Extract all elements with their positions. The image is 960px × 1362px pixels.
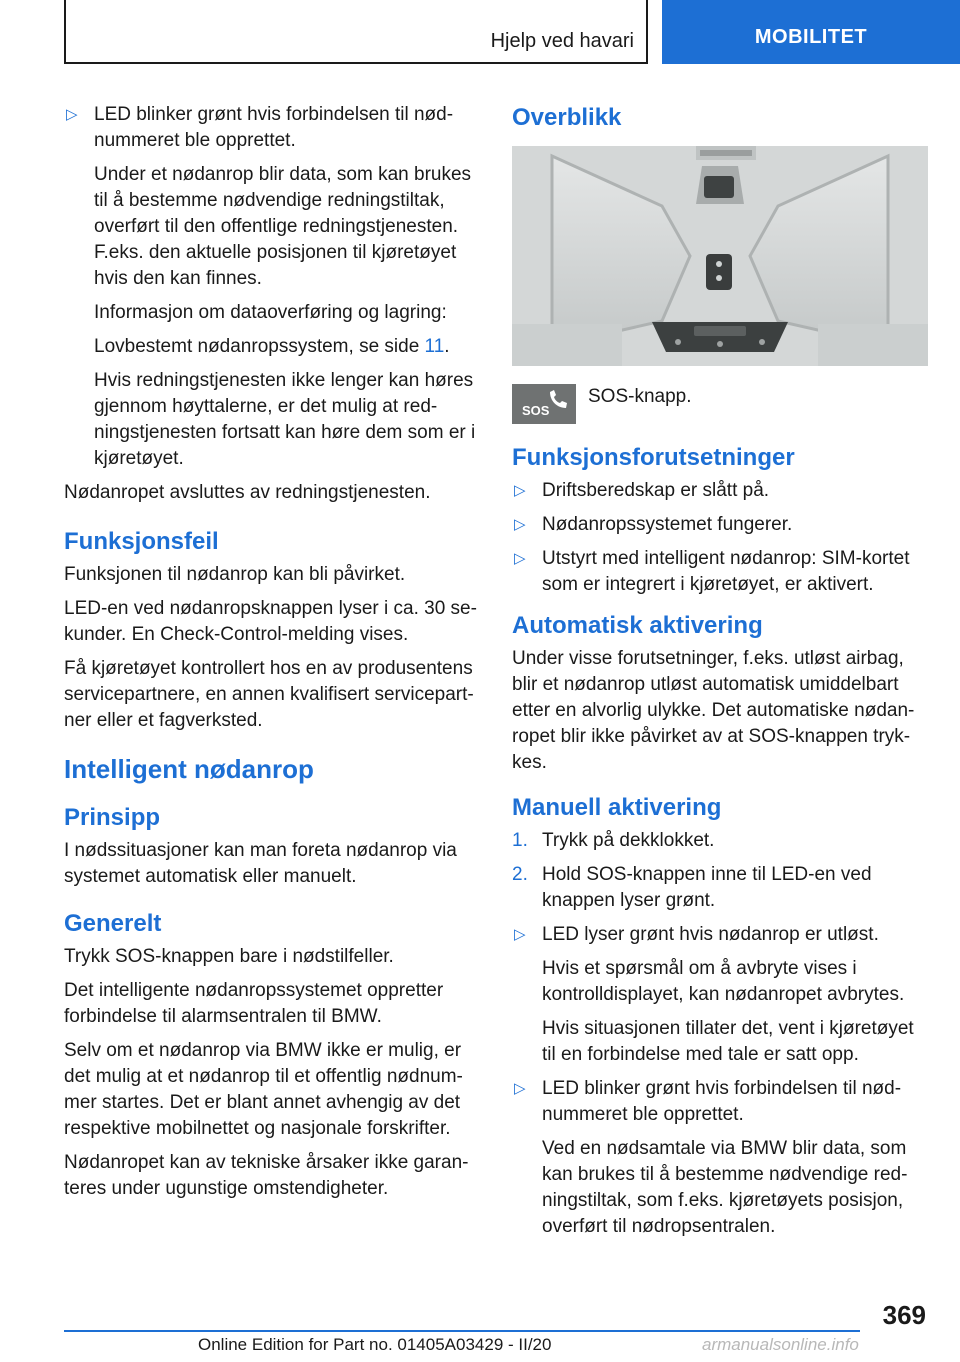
sos-legend xyxy=(512,384,928,424)
indented-paragraph: Hvis et spørsmål om å avbryte vises i kontrolldisplayet, kan nødanropet avbrytes. xyxy=(542,958,905,1005)
list-item-text: LED blinker grønt hvis forbindelsen til nødnummeret ble opprettet. xyxy=(542,1078,902,1125)
paragraph: LED-en ved nødanropsknappen lyser i ca. 30 sekunder. En Check-Control-melding vises. xyxy=(64,598,477,645)
heading-generelt: Generelt xyxy=(64,910,162,937)
heading-funksjonsfeil: Funksjonsfeil xyxy=(64,528,219,555)
list-item-text: Utstyrt med intelligent nødanrop: SIM-kortet som er integrert i kjøretøyet, er aktivert. xyxy=(542,548,910,595)
right-column xyxy=(512,102,928,1248)
list-item-text: Driftsberedskap er slått på. xyxy=(542,480,770,501)
paragraph: Funksjonen til nødanrop kan bli påvirket. xyxy=(64,564,406,585)
step-number: 2. xyxy=(512,864,528,885)
paragraph: Få kjøretøyet kontrollert hos en av produsentens servicepartnere, en annen kvalifisert servicepartner eller et fagverksted. xyxy=(64,658,474,731)
heading-intelligent-nodanrop: Intelligent nødanrop xyxy=(64,754,314,784)
paragraph: I nødssituasjoner kan man foreta nødanrop via systemet automatisk eller manuelt. xyxy=(64,840,457,887)
step-item xyxy=(512,862,928,914)
list-item xyxy=(512,478,928,504)
list-item xyxy=(512,512,928,538)
overhead-console-image xyxy=(512,146,928,366)
heading-manuell-aktivering: Manuell aktivering xyxy=(512,794,722,821)
sos-button-icon xyxy=(512,384,576,424)
section-title: Hjelp ved havari xyxy=(490,30,634,52)
reference-text: Lovbestemt nødanropssystem, se side xyxy=(94,336,425,357)
heading-overblikk: Overblikk xyxy=(512,104,622,131)
overhead-console-illustration xyxy=(512,146,928,366)
edition-text: Online Edition for Part no. 01405A03429 - II/20 xyxy=(198,1335,552,1354)
chapter-tab[interactable] xyxy=(662,0,960,64)
triangle-bullet-icon: ▷ xyxy=(514,516,526,533)
step-text: Trykk på dekklokket. xyxy=(542,830,715,851)
indented-paragraph: Under et nødanrop blir data, som kan brukes til å bestemme nødvendige redningstiltak, overført til den offentlige redningstjenesten. F.eks. den aktuelle posisjonen til kjøretøyet hvis den kan finnes. xyxy=(94,164,472,289)
list-item xyxy=(512,1076,928,1128)
watermark: armanualsonline.info xyxy=(702,1335,859,1354)
indented-paragraph: Hvis redningstjenesten ikke lenger kan høres gjennom høyttalerne, er det mulig at redningstjenesten fortsatt kan høre dem som er i kjøretøyet. xyxy=(94,370,476,469)
phone-icon xyxy=(546,388,570,410)
step-number: 1. xyxy=(512,830,528,851)
paragraph: Trykk SOS-knappen bare i nødstilfeller. xyxy=(64,946,394,967)
paragraph: Nødanropet kan av tekniske årsaker ikke garanteres under ugunstige omstendigheter. xyxy=(64,1152,469,1199)
indented-paragraph: Informasjon om dataoverføring og lagring: xyxy=(94,302,447,323)
heading-automatisk-aktivering: Automatisk aktivering xyxy=(512,612,763,639)
heading-prinsipp: Prinsipp xyxy=(64,804,161,831)
step-text: Hold SOS-knappen inne til LED-en ved knappen lyser grønt. xyxy=(542,864,872,911)
paragraph: Selv om et nødanrop via BMW ikke er mulig, er det mulig at et nødanrop til et offentlig nødnummer startes. Det er blant annet avhengig av det respektive mobilnettet og nasjonale forskrifter. xyxy=(64,1040,463,1139)
list-item xyxy=(64,102,480,154)
triangle-bullet-icon: ▷ xyxy=(514,482,526,499)
list-item-text: LED lyser grønt hvis nødanrop er utløst. xyxy=(542,924,879,945)
indented-paragraph: Ved en nødsamtale via BMW blir data, som kan brukes til å bestemme nødvendige redningstiltak, som f.eks. kjøretøyets posisjon, overført til nødropsentralen. xyxy=(542,1138,908,1237)
heading-funksjonsforutsetninger: Funksjonsforutsetninger xyxy=(512,444,795,471)
step-item xyxy=(512,828,928,854)
page-number: 369 xyxy=(882,1300,926,1330)
sos-icon-label: SOS xyxy=(522,403,550,418)
paragraph: Nødanropet avsluttes av redningstjenesten. xyxy=(64,482,431,503)
reference-end: . xyxy=(444,336,450,357)
footer-divider xyxy=(64,1330,860,1332)
paragraph: Det intelligente nødanropssystemet oppretter forbindelse til alarmsentralen til BMW. xyxy=(64,980,444,1027)
triangle-bullet-icon: ▷ xyxy=(514,1080,526,1097)
list-item-text: LED blinker grønt hvis forbindelsen til nødnummeret ble opprettet. xyxy=(94,104,454,151)
indented-paragraph: Hvis situasjonen tillater det, vent i kjøretøyet til en forbindelse med tale er satt opp. xyxy=(542,1018,914,1065)
page-link[interactable]: 11 xyxy=(424,336,445,357)
triangle-bullet-icon: ▷ xyxy=(514,926,526,943)
list-item xyxy=(512,922,928,948)
list-item-text: Nødanropssystemet fungerer. xyxy=(542,514,793,535)
sos-caption: SOS-knapp. xyxy=(588,386,692,407)
left-column xyxy=(64,102,480,1210)
paragraph: Under visse forutsetninger, f.eks. utløst airbag, blir et nødanrop utløst automatisk umiddelbart etter en alvorlig ulykke. Det automatiske nødanropet blir ikke påvirket av at SOS-knappen trykkes. xyxy=(512,648,915,773)
triangle-bullet-icon: ▷ xyxy=(514,550,526,567)
list-item xyxy=(512,546,928,598)
chapter-tab-label: MOBILITET xyxy=(754,26,868,48)
triangle-bullet-icon: ▷ xyxy=(66,106,78,123)
indented-paragraph xyxy=(64,334,480,360)
